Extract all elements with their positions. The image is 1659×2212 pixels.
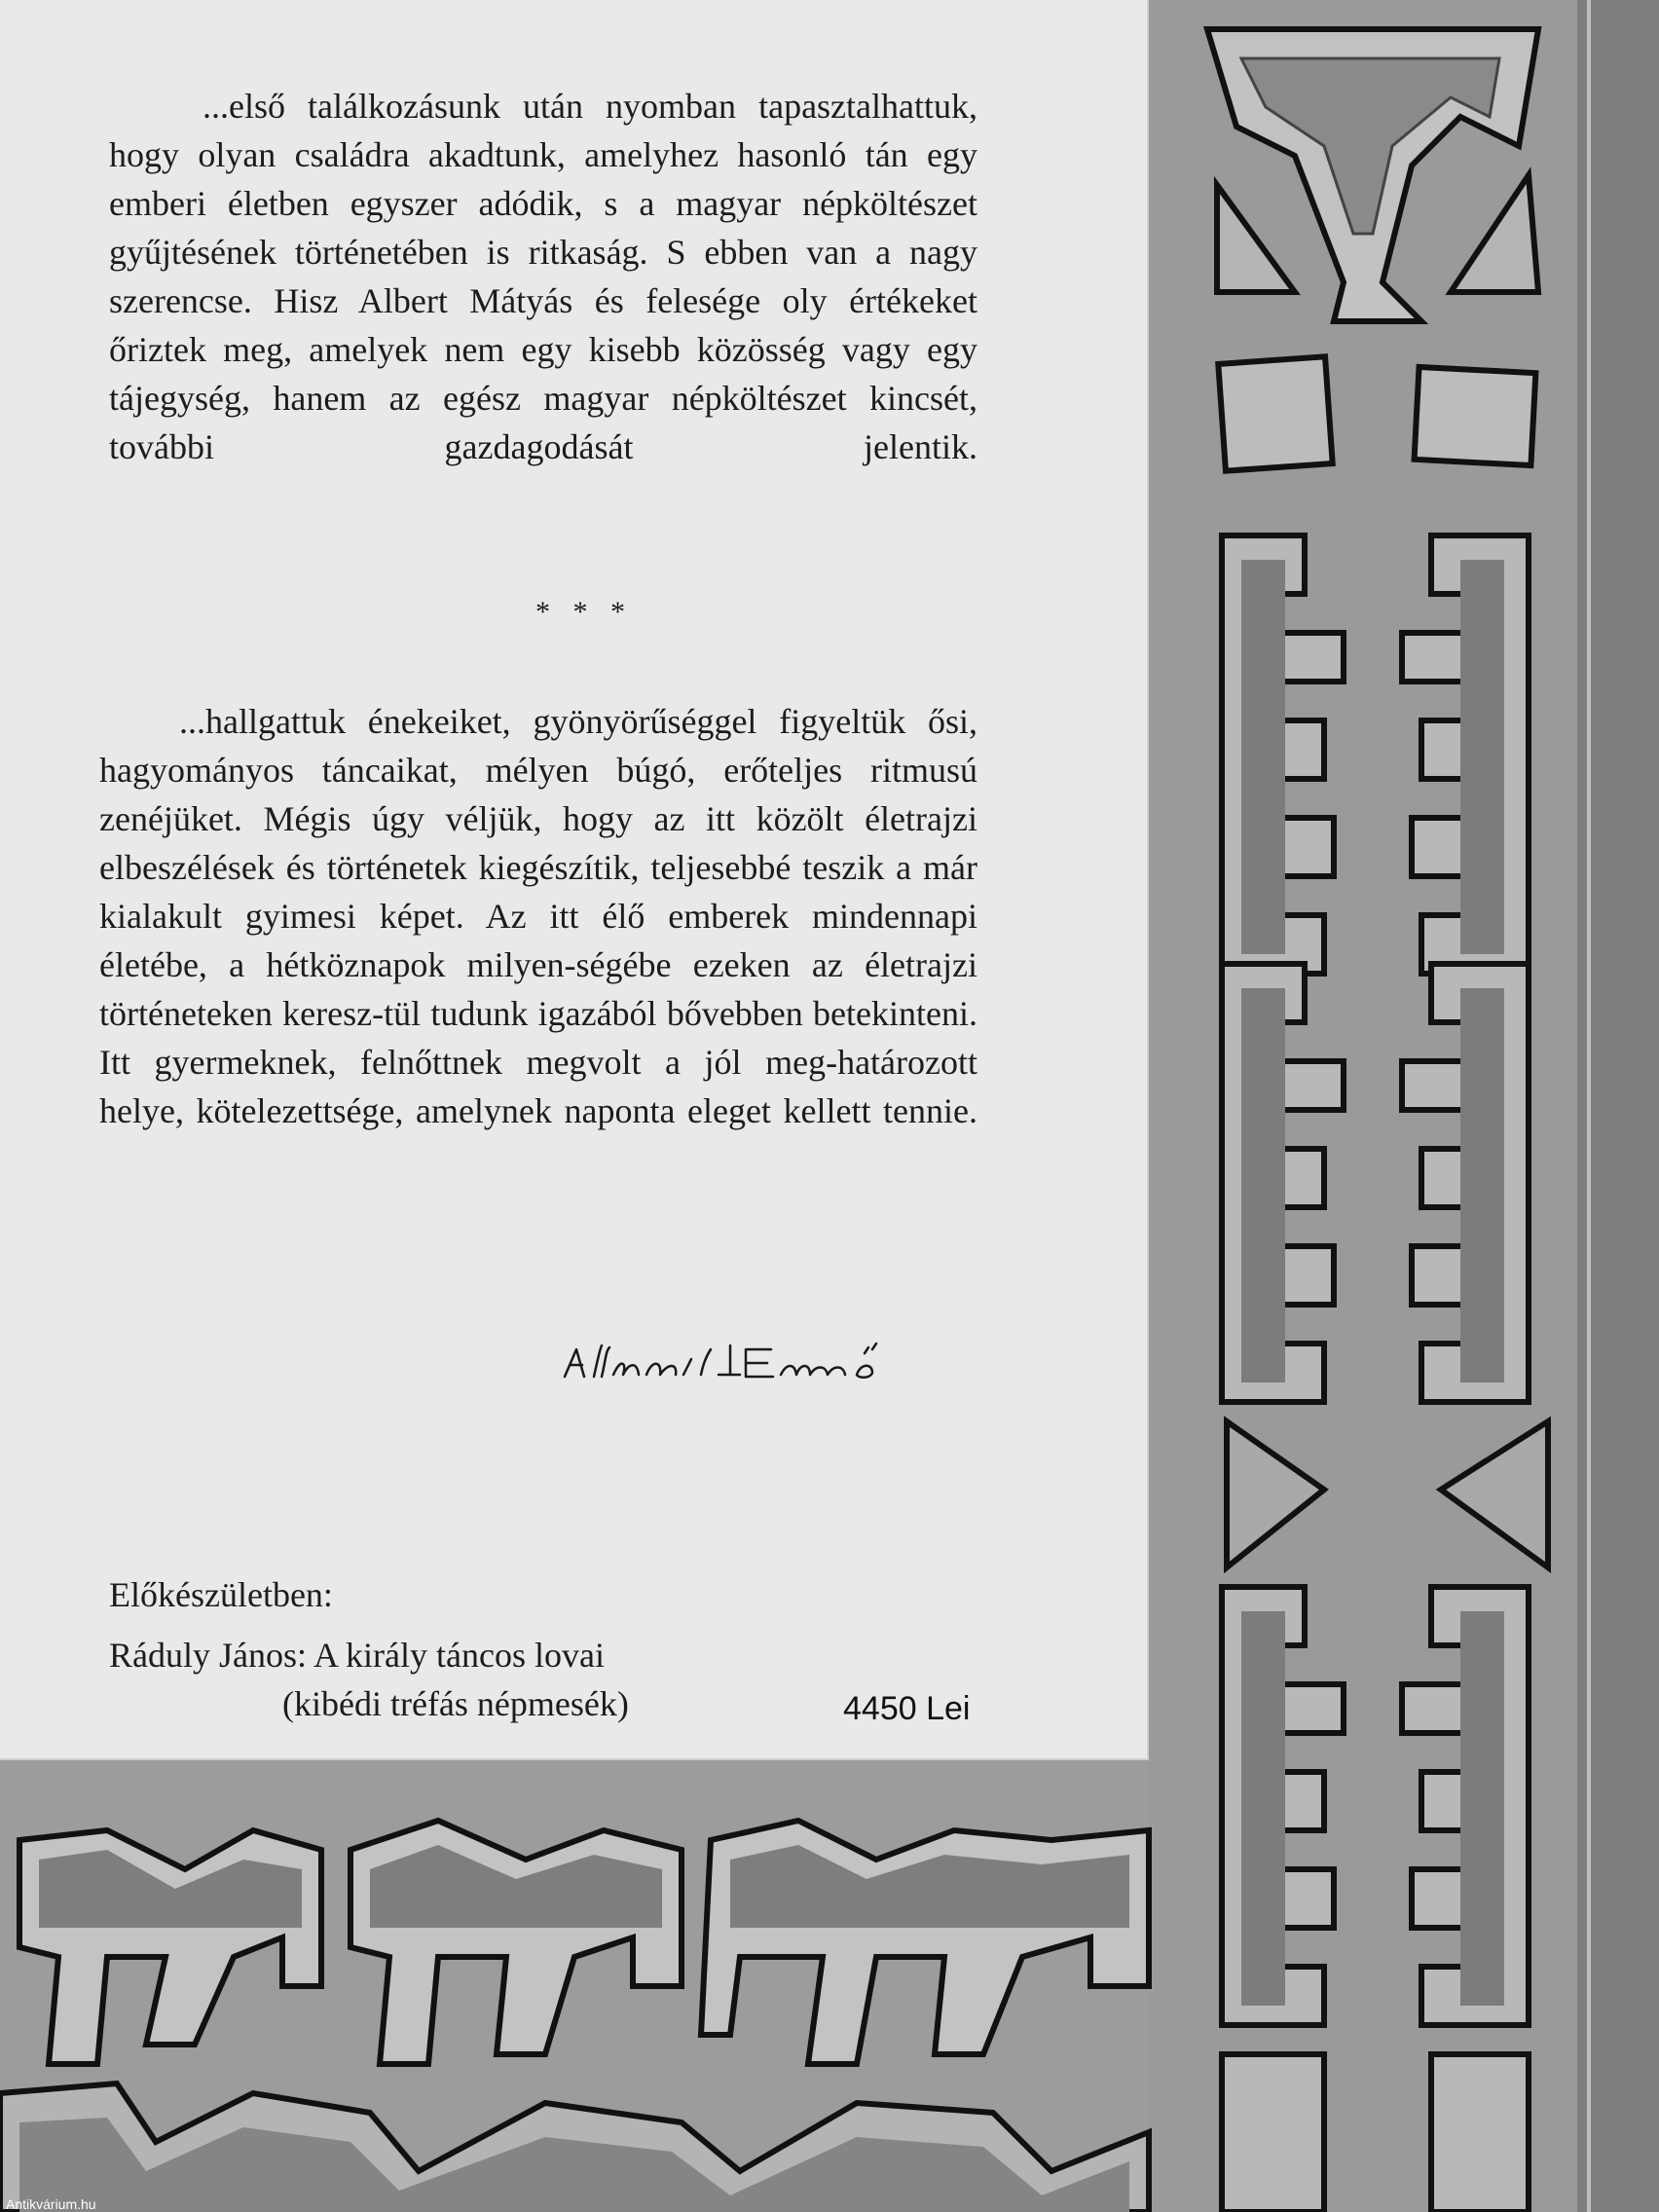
author-signature	[555, 1320, 1003, 1398]
paragraph-1: ...első találkozásunk után nyomban tapasztalhattuk, hogy olyan családra akadtunk, amelyhez hasonló tán egy emberi életben egyszer adódik, s a magyar népköltészet gyűjtésének történetében is ritkaság. S ebben van a nagy szerencse. Hisz Albert Mátyás és felesége oly értékeket őriztek meg, amelyek nem egy kisebb közösség vagy egy tájegység, hanem az egész magyar népköltészet kincsét, további gazdagodását jelentik.	[109, 87, 977, 466]
forthcoming-book-subtitle: (kibédi tréfás népmesék)	[282, 1684, 629, 1723]
forthcoming-label: Előkészületben:	[109, 1575, 333, 1614]
section-separator: * * *	[535, 596, 633, 628]
paragraph-2: ...hallgattuk énekeiket, gyönyörűséggel figyeltük ősi, hagyományos táncaikat, mélyen búgó, erőteljes ritmusú zenéjüket. Mégis úgy véljük, hogy az itt közölt életrajzi elbeszélések és történetek kiegészítik, teljesebbé teszik a már kialakult gyimesi képet. Az itt élő emberek mindennapi életébe, a hétköznapok milyen-ségébe ezeken az életrajzi történeteken keresz-tül tudunk igazából bővebben betekinteni. Itt gyermeknek, felnőttnek megvolt a jól meg-határozott helye, kötelezettsége, amelynek naponta eleget kellett tennie.	[99, 702, 977, 1130]
watermark-text: Antikvárium.hu	[6, 2196, 96, 2212]
price-tag: 4450 Lei	[843, 1690, 971, 1727]
forthcoming-book-title: Ráduly János: A király táncos lovai	[109, 1636, 605, 1675]
